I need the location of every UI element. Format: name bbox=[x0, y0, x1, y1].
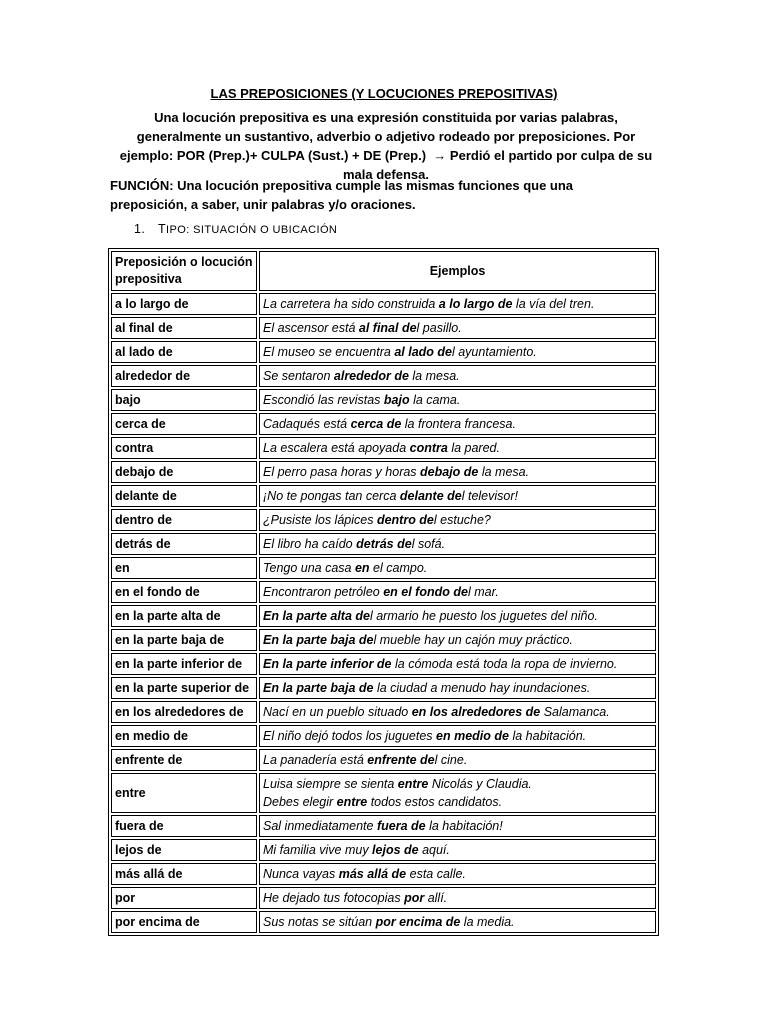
example-highlight: a lo largo de bbox=[438, 297, 513, 311]
example-text: ¡No te pongas tan cerca bbox=[263, 489, 400, 503]
example-highlight: alrededor de bbox=[333, 369, 409, 383]
example-text: Tengo una casa bbox=[263, 561, 355, 575]
example-cell bbox=[259, 605, 656, 627]
example-highlight: debajo de bbox=[420, 465, 479, 479]
preposition-cell: en bbox=[111, 557, 257, 579]
example-text: La escalera está apoyada bbox=[263, 441, 410, 455]
table-row bbox=[111, 629, 656, 651]
section-label: TIPO: SITUACIÓN O UBICACIÓN bbox=[158, 222, 338, 236]
example-highlight: delante de bbox=[399, 489, 462, 503]
example-text: Salamanca. bbox=[540, 705, 610, 719]
example-cell bbox=[259, 815, 656, 837]
example-text: el campo. bbox=[369, 561, 428, 575]
example-cell bbox=[259, 557, 656, 579]
example-cell bbox=[259, 839, 656, 861]
example-highlight: contra bbox=[409, 441, 448, 455]
example-highlight: al lado de bbox=[394, 345, 452, 359]
example-text: El ascensor está bbox=[263, 321, 359, 335]
preposition-cell: por bbox=[111, 887, 257, 909]
preposition-cell: a lo largo de bbox=[111, 293, 257, 315]
table-row bbox=[111, 533, 656, 555]
example-text: la cómoda está toda la ropa de invierno. bbox=[391, 657, 618, 671]
section-number: 1. bbox=[134, 222, 146, 236]
example-text: El museo se encuentra bbox=[263, 345, 395, 359]
example-highlight: en el fondo de bbox=[383, 585, 468, 599]
example-text: la habitación! bbox=[425, 819, 503, 833]
preposition-cell: bajo bbox=[111, 389, 257, 411]
document-title: LAS PREPOSICIONES (Y LOCUCIONES PREPOSITIVAS) bbox=[210, 86, 558, 101]
example-highlight: en medio de bbox=[436, 729, 509, 743]
table-row bbox=[111, 389, 656, 411]
table-row bbox=[111, 581, 656, 603]
example-text: He dejado tus fotocopias bbox=[263, 891, 405, 905]
example-highlight: entre bbox=[336, 795, 368, 809]
preposition-cell: alrededor de bbox=[111, 365, 257, 387]
table-row bbox=[111, 437, 656, 459]
table-row bbox=[111, 653, 656, 675]
example-highlight: fuera de bbox=[376, 819, 426, 833]
example-text: la frontera francesa. bbox=[401, 417, 516, 431]
preposition-cell: en el fondo de bbox=[111, 581, 257, 603]
example-text: la mesa. bbox=[478, 465, 530, 479]
table-row bbox=[111, 509, 656, 531]
example-cell bbox=[259, 863, 656, 885]
prepositions-table bbox=[108, 248, 659, 936]
example-highlight: detrás de bbox=[356, 537, 412, 551]
header-examples: Ejemplos bbox=[259, 251, 656, 291]
preposition-cell: dentro de bbox=[111, 509, 257, 531]
example-highlight: al final de bbox=[358, 321, 417, 335]
example-cell bbox=[259, 437, 656, 459]
table-row bbox=[111, 677, 656, 699]
preposition-cell: lejos de bbox=[111, 839, 257, 861]
example-text: l armario he puesto los juguetes del niño. bbox=[369, 609, 598, 623]
example-highlight: En la parte baja de bbox=[263, 633, 374, 647]
table-row bbox=[111, 413, 656, 435]
example-text: Se sentaron bbox=[263, 369, 334, 383]
intro-text: Una locución prepositiva es una expresión constituida por varias palabras, generalmente un sustantivo, adverbio o adjetivo rodeado por preposiciones. Por ejemplo: POR (Prep.)+ CULPA (Sust.) + DE (Prep.) bbox=[119, 110, 636, 163]
example-text: Escondió las revistas bbox=[263, 393, 384, 407]
example-cell bbox=[259, 413, 656, 435]
example-cell bbox=[259, 629, 656, 651]
preposition-cell: debajo de bbox=[111, 461, 257, 483]
example-text: la cama. bbox=[409, 393, 461, 407]
example-text: l mueble hay un cajón muy práctico. bbox=[373, 633, 573, 647]
table-header-row bbox=[111, 251, 656, 291]
example-text: la mesa. bbox=[408, 369, 460, 383]
preposition-cell: delante de bbox=[111, 485, 257, 507]
table-row bbox=[111, 605, 656, 627]
example-text: La carretera ha sido construida bbox=[263, 297, 439, 311]
example-text: Nicolás y Claudia. bbox=[428, 777, 532, 791]
example-cell bbox=[259, 773, 656, 813]
table-row bbox=[111, 725, 656, 747]
preposition-cell: en medio de bbox=[111, 725, 257, 747]
example-highlight: en bbox=[354, 561, 370, 575]
example-line bbox=[263, 775, 652, 793]
preposition-cell: en los alrededores de bbox=[111, 701, 257, 723]
table-row bbox=[111, 461, 656, 483]
example-text: El perro pasa horas y horas bbox=[263, 465, 421, 479]
example-highlight: bajo bbox=[383, 393, 410, 407]
example-highlight: por bbox=[404, 891, 425, 905]
example-text: l mar. bbox=[467, 585, 499, 599]
preposition-cell: en la parte alta de bbox=[111, 605, 257, 627]
example-text: Luisa siempre se sienta bbox=[263, 777, 398, 791]
example-text: aquí. bbox=[418, 843, 450, 857]
preposition-cell: en la parte inferior de bbox=[111, 653, 257, 675]
example-highlight: cerca de bbox=[350, 417, 402, 431]
example-cell bbox=[259, 749, 656, 771]
preposition-cell: en la parte baja de bbox=[111, 629, 257, 651]
preposition-cell: detrás de bbox=[111, 533, 257, 555]
example-cell bbox=[259, 341, 656, 363]
example-cell bbox=[259, 485, 656, 507]
example-text: El libro ha caído bbox=[263, 537, 357, 551]
example-text: la media. bbox=[460, 915, 515, 929]
example-text: l sofá. bbox=[411, 537, 446, 551]
example-text: la ciudad a menudo hay inundaciones. bbox=[373, 681, 591, 695]
preposition-cell: por encima de bbox=[111, 911, 257, 933]
table-row bbox=[111, 317, 656, 339]
example-cell bbox=[259, 533, 656, 555]
example-cell bbox=[259, 365, 656, 387]
example-highlight: entre bbox=[397, 777, 429, 791]
example-text: Nunca vayas bbox=[263, 867, 339, 881]
example-text: Sus notas se sitúan bbox=[263, 915, 376, 929]
preposition-cell: más allá de bbox=[111, 863, 257, 885]
table-row bbox=[111, 911, 656, 933]
example-text: todos estos candidatos. bbox=[367, 795, 503, 809]
example-highlight: En la parte inferior de bbox=[263, 657, 392, 671]
table-row bbox=[111, 557, 656, 579]
intro-paragraph bbox=[112, 108, 660, 184]
example-text: la vía del tren. bbox=[512, 297, 595, 311]
table-row bbox=[111, 887, 656, 909]
table-row bbox=[111, 341, 656, 363]
example-cell bbox=[259, 701, 656, 723]
table-row bbox=[111, 485, 656, 507]
example-highlight: enfrente de bbox=[367, 753, 435, 767]
example-highlight: En la parte baja de bbox=[263, 681, 374, 695]
table-row bbox=[111, 749, 656, 771]
preposition-cell: enfrente de bbox=[111, 749, 257, 771]
table-row bbox=[111, 815, 656, 837]
intro-example: Perdió el partido por culpa de su mala defensa. bbox=[343, 148, 653, 182]
example-text: l cine. bbox=[434, 753, 468, 767]
example-text: Sal inmediatamente bbox=[263, 819, 377, 833]
header-preposition: Preposición o locución prepositiva bbox=[111, 251, 257, 291]
example-text: allí. bbox=[424, 891, 448, 905]
preposition-cell: contra bbox=[111, 437, 257, 459]
preposition-cell: en la parte superior de bbox=[111, 677, 257, 699]
example-text: El niño dejó todos los juguetes bbox=[263, 729, 437, 743]
example-highlight: En la parte alta de bbox=[263, 609, 370, 623]
table-row bbox=[111, 863, 656, 885]
example-text: Cadaqués está bbox=[263, 417, 351, 431]
section-heading bbox=[134, 222, 337, 236]
arrow-icon: → bbox=[433, 148, 447, 163]
example-text: l televisor! bbox=[461, 489, 518, 503]
example-highlight: lejos de bbox=[372, 843, 419, 857]
example-highlight: más allá de bbox=[338, 867, 407, 881]
example-text: l pasillo. bbox=[416, 321, 462, 335]
example-highlight: dentro de bbox=[376, 513, 434, 527]
table-row bbox=[111, 701, 656, 723]
function-paragraph: FUNCIÓN: Una locución prepositiva cumple las mismas funciones que una preposición, a saber, unir palabras y/o oraciones. bbox=[110, 178, 574, 212]
preposition-cell: fuera de bbox=[111, 815, 257, 837]
example-cell bbox=[259, 581, 656, 603]
example-highlight: por encima de bbox=[375, 915, 461, 929]
example-cell bbox=[259, 293, 656, 315]
example-line bbox=[263, 793, 652, 811]
preposition-cell: al final de bbox=[111, 317, 257, 339]
example-cell bbox=[259, 317, 656, 339]
table-row bbox=[111, 839, 656, 861]
example-cell bbox=[259, 461, 656, 483]
preposition-cell: entre bbox=[111, 773, 257, 813]
example-cell bbox=[259, 887, 656, 909]
example-text: La panadería está bbox=[263, 753, 368, 767]
example-cell bbox=[259, 509, 656, 531]
example-text: l estuche? bbox=[433, 513, 491, 527]
example-cell bbox=[259, 653, 656, 675]
example-text: l ayuntamiento. bbox=[451, 345, 537, 359]
example-cell bbox=[259, 911, 656, 933]
table-row bbox=[111, 293, 656, 315]
table-row bbox=[111, 365, 656, 387]
example-text: Nací en un pueblo situado bbox=[263, 705, 412, 719]
example-text: la pared. bbox=[447, 441, 500, 455]
example-text: ¿Pusiste los lápices bbox=[263, 513, 377, 527]
preposition-cell: al lado de bbox=[111, 341, 257, 363]
example-cell bbox=[259, 725, 656, 747]
example-text: la habitación. bbox=[508, 729, 587, 743]
example-text: Mi familia vive muy bbox=[263, 843, 373, 857]
example-text: Encontraron petróleo bbox=[263, 585, 384, 599]
example-cell bbox=[259, 389, 656, 411]
preposition-cell: cerca de bbox=[111, 413, 257, 435]
table-row bbox=[111, 773, 656, 813]
example-highlight: en los alrededores de bbox=[411, 705, 541, 719]
example-text: esta calle. bbox=[406, 867, 466, 881]
example-cell bbox=[259, 677, 656, 699]
example-text: Debes elegir bbox=[263, 795, 337, 809]
